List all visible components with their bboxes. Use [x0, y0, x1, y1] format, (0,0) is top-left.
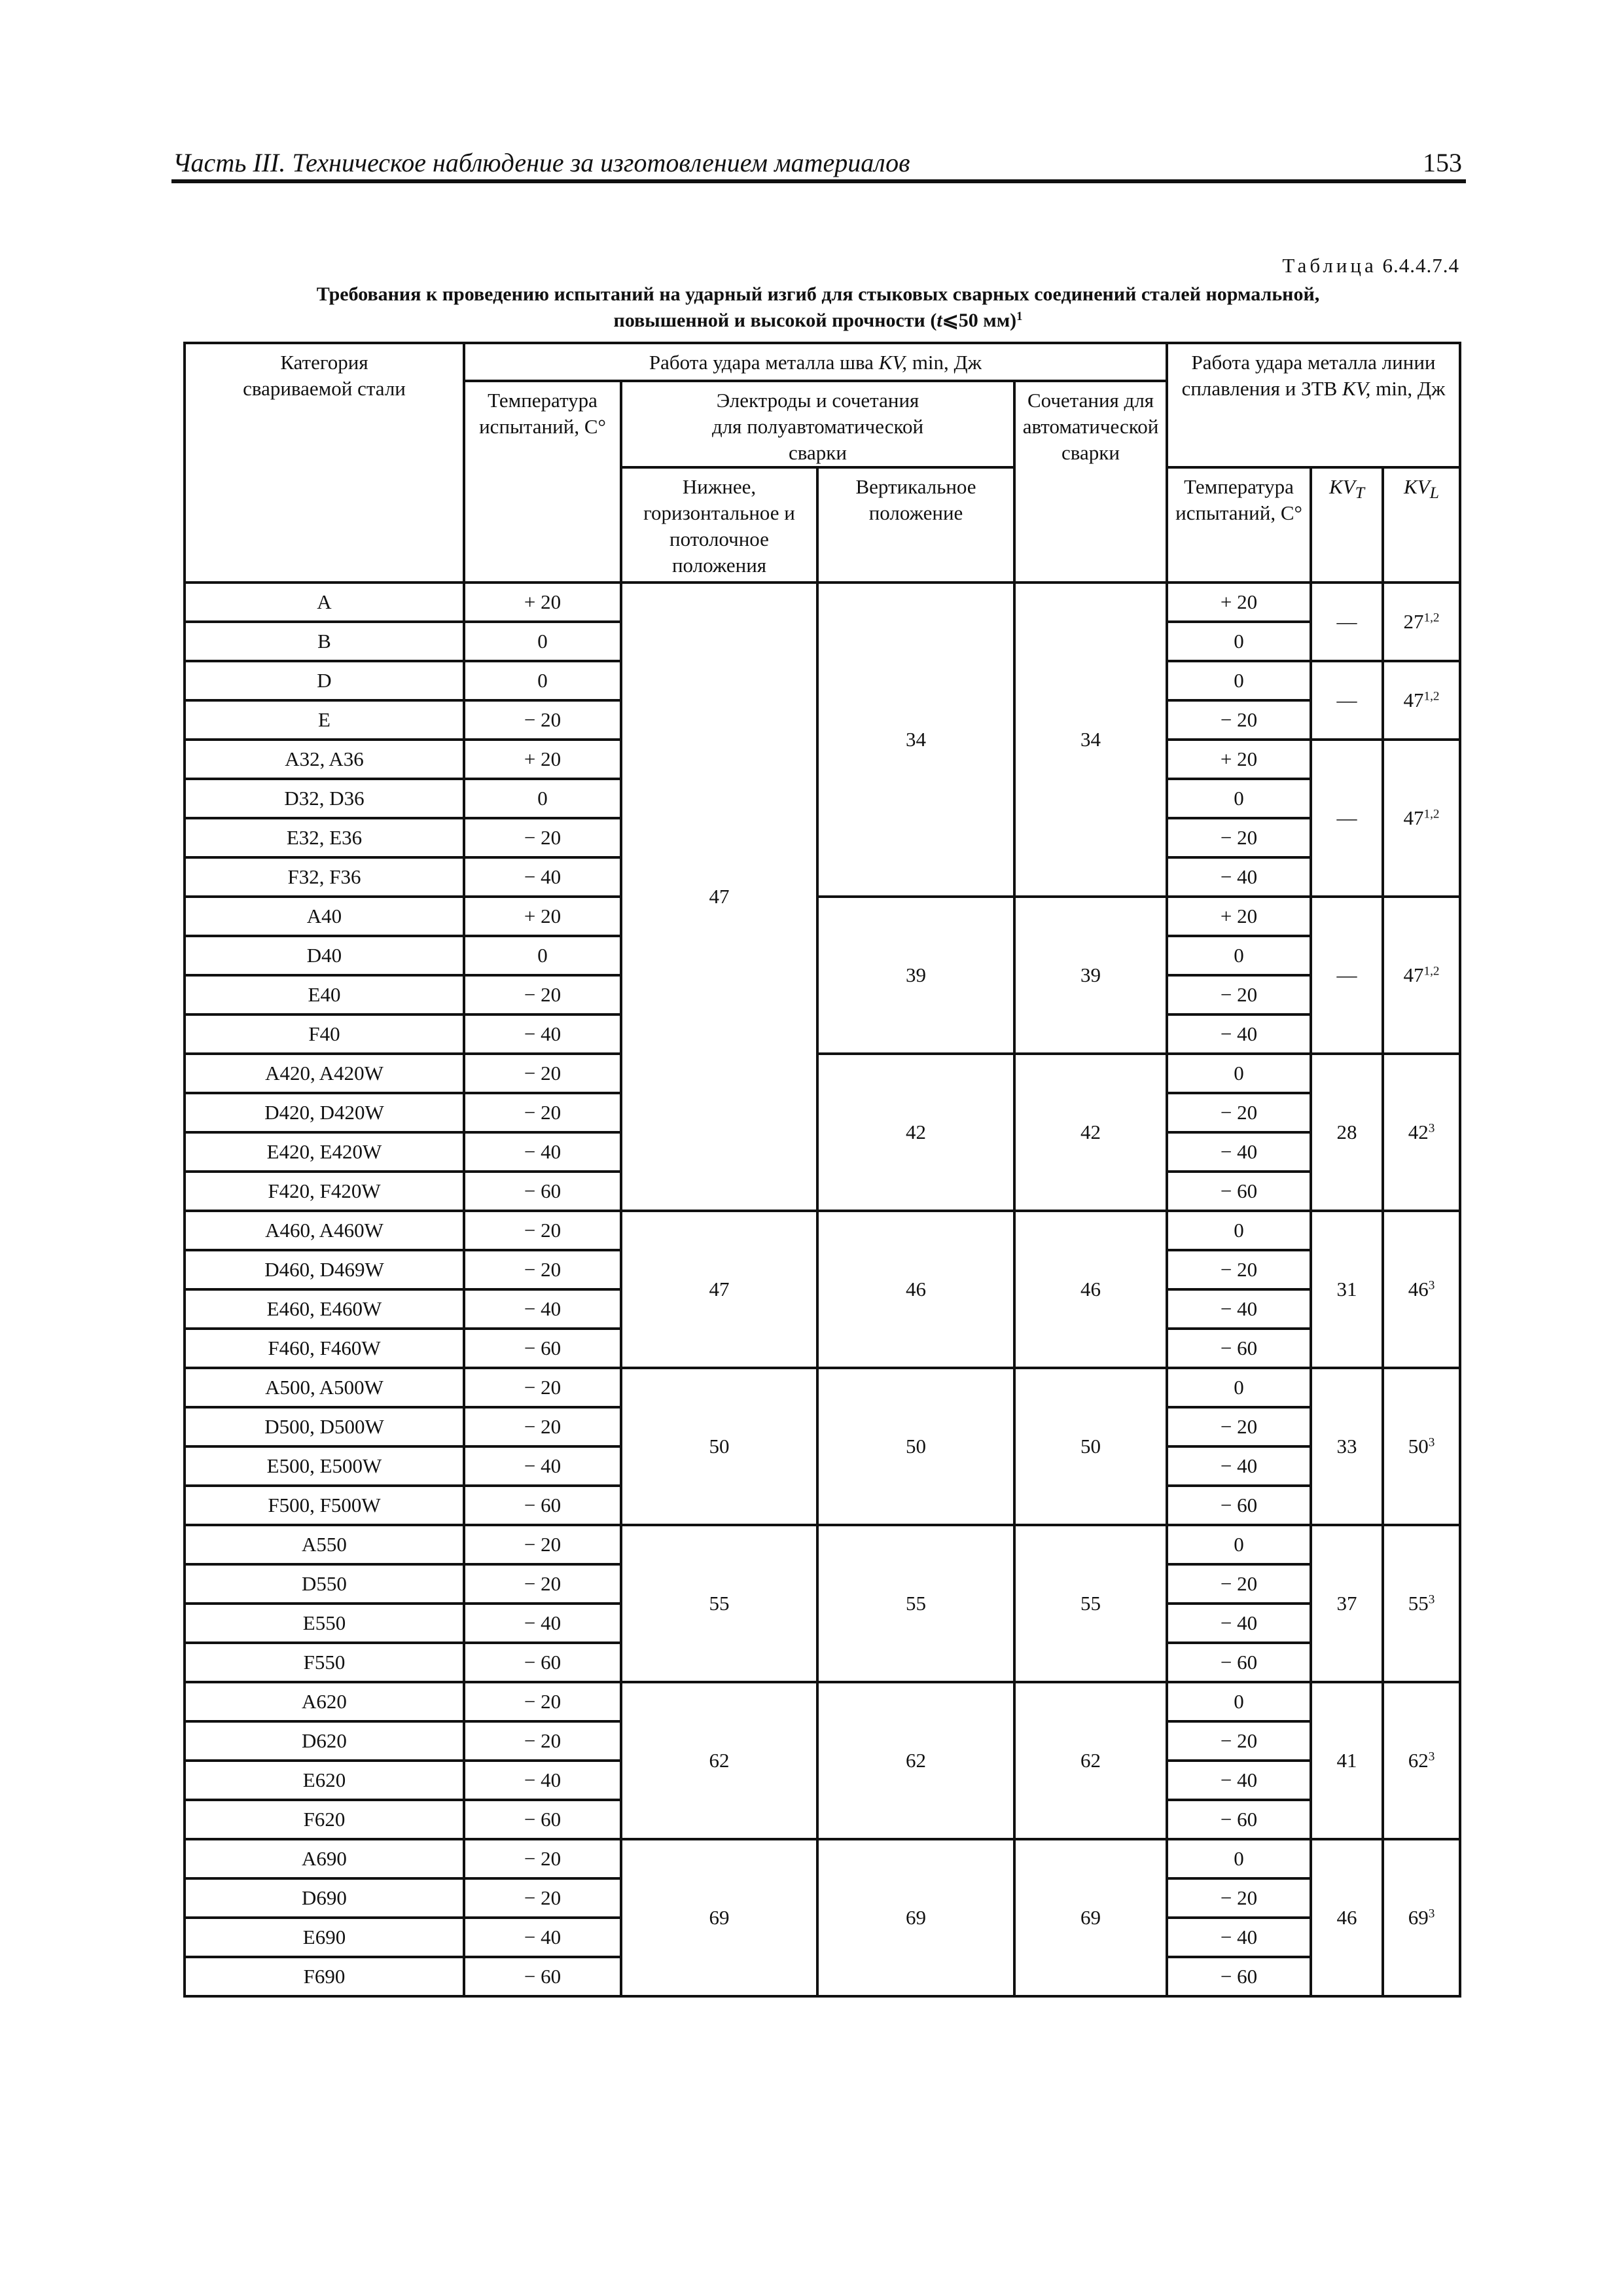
weld-test-temp-cell: − 20 [464, 818, 621, 857]
steel-category-cell: F32, F36 [185, 857, 464, 897]
weld-test-temp-cell: − 60 [464, 1643, 621, 1682]
weld-test-temp-cell: + 20 [464, 897, 621, 936]
auto-combination-value-cell: 55 [1014, 1525, 1167, 1682]
table-number [1282, 254, 1459, 278]
steel-category-cell: F550 [185, 1643, 464, 1682]
weld-test-temp-cell: − 20 [464, 1721, 621, 1761]
col-weld-group-post: min, Дж [907, 351, 982, 374]
col-kvt-main: KV [1329, 475, 1355, 498]
kvt-value-cell: 46 [1311, 1839, 1383, 1996]
steel-category-cell: D690 [185, 1878, 464, 1918]
table-title-line1: Требования к проведению испытаний на ударный изгиб для стыковых сварных соединений сталей нормальной, [316, 283, 1320, 305]
kvt-value-cell: — [1311, 897, 1383, 1054]
kvl-value: 62 [1408, 1749, 1429, 1772]
fusion-test-temp-cell: − 40 [1167, 1604, 1311, 1643]
col-fusion-group-kv: KV, [1342, 377, 1371, 400]
weld-test-temp-cell: − 60 [464, 1800, 621, 1839]
weld-test-temp-cell: − 20 [464, 1682, 621, 1721]
impact-test-table [183, 342, 1461, 1998]
lower-positions-value-cell: 47 [621, 583, 817, 1211]
running-title: Часть III. Техническое наблюдение за изготовлением материалов [173, 148, 910, 177]
col-auto-combinations: Сочетания для автоматической сварки [1014, 381, 1167, 583]
steel-category-cell: E690 [185, 1918, 464, 1957]
lower-positions-value-cell: 55 [621, 1525, 817, 1682]
page-number: 153 [1423, 148, 1462, 177]
kvl-value-cell [1383, 1211, 1460, 1368]
col-kvt [1311, 467, 1383, 583]
weld-test-temp-cell: 0 [464, 661, 621, 700]
fusion-test-temp-cell: − 20 [1167, 1407, 1311, 1446]
col-weld-group [464, 343, 1167, 381]
table-row [185, 1839, 1460, 1878]
fusion-test-temp-cell: − 20 [1167, 1564, 1311, 1604]
weld-test-temp-cell: − 20 [464, 1054, 621, 1093]
steel-category-cell: D32, D36 [185, 779, 464, 818]
weld-test-temp-cell: − 60 [464, 1329, 621, 1368]
kvl-value-cell [1383, 740, 1460, 897]
kvl-value-cell [1383, 1525, 1460, 1682]
kvl-value-cell [1383, 1368, 1460, 1525]
steel-category-cell: F460, F460W [185, 1329, 464, 1368]
table-row [185, 1054, 1460, 1093]
fusion-test-temp-cell: − 20 [1167, 1878, 1311, 1918]
steel-category-cell: E620 [185, 1761, 464, 1800]
fusion-test-temp-cell: + 20 [1167, 740, 1311, 779]
auto-combination-value-cell: 46 [1014, 1211, 1167, 1368]
kvl-footnote-ref: 3 [1428, 1121, 1435, 1136]
table-title-t: t [936, 310, 942, 331]
steel-category-cell: E40 [185, 975, 464, 1014]
kvl-value: 47 [1403, 806, 1424, 829]
kvt-value-cell: — [1311, 583, 1383, 661]
steel-category-cell: F690 [185, 1957, 464, 1996]
table-title-line2 [196, 308, 1440, 334]
weld-test-temp-cell: − 20 [464, 1564, 621, 1604]
steel-category-cell: A40 [185, 897, 464, 936]
col-fusion-group-post: min, Дж [1370, 377, 1446, 400]
steel-category-cell: A500, A500W [185, 1368, 464, 1407]
weld-test-temp-cell: − 60 [464, 1172, 621, 1211]
table-row [185, 1682, 1460, 1721]
weld-test-temp-cell: − 40 [464, 1918, 621, 1957]
steel-category-cell: D460, D469W [185, 1250, 464, 1289]
col-fusion-group-pre: Работа удара металла линии сплавления и ЗТВ [1181, 351, 1436, 400]
auto-combination-value-cell: 39 [1014, 897, 1167, 1054]
col-vertical-position: Вертикальное положение [817, 467, 1014, 583]
fusion-test-temp-cell: − 40 [1167, 1132, 1311, 1172]
weld-test-temp-cell: − 60 [464, 1486, 621, 1525]
kvl-value: 47 [1403, 963, 1424, 986]
fusion-test-temp-cell: − 40 [1167, 1014, 1311, 1054]
fusion-test-temp-cell: − 40 [1167, 1761, 1311, 1800]
fusion-test-temp-cell: − 20 [1167, 1721, 1311, 1761]
fusion-test-temp-cell: + 20 [1167, 897, 1311, 936]
fusion-test-temp-cell: − 60 [1167, 1486, 1311, 1525]
table-title-line2-start: повышенной и высокой прочности ( [613, 310, 937, 331]
fusion-test-temp-cell: − 60 [1167, 1957, 1311, 1996]
fusion-test-temp-cell: − 60 [1167, 1800, 1311, 1839]
fusion-test-temp-cell: 0 [1167, 779, 1311, 818]
kvl-footnote-ref: 1,2 [1423, 689, 1440, 704]
steel-category-cell: E550 [185, 1604, 464, 1643]
table-row [185, 583, 1460, 622]
kvl-footnote-ref: 3 [1428, 1907, 1435, 1921]
weld-test-temp-cell: − 20 [464, 1093, 621, 1132]
weld-test-temp-cell: − 20 [464, 1250, 621, 1289]
steel-category-cell: D420, D420W [185, 1093, 464, 1132]
steel-category-cell: B [185, 622, 464, 661]
fusion-test-temp-cell: 0 [1167, 1839, 1311, 1878]
weld-test-temp-cell: − 20 [464, 1368, 621, 1407]
kvl-value: 46 [1408, 1278, 1429, 1300]
weld-test-temp-cell: 0 [464, 779, 621, 818]
weld-test-temp-cell: + 20 [464, 583, 621, 622]
fusion-test-temp-cell: 0 [1167, 1368, 1311, 1407]
kvl-value: 47 [1403, 689, 1424, 711]
auto-combination-value-cell: 62 [1014, 1682, 1167, 1839]
vertical-position-value-cell: 46 [817, 1211, 1014, 1368]
kvt-value-cell: — [1311, 661, 1383, 740]
fusion-test-temp-cell: 0 [1167, 1054, 1311, 1093]
steel-category-cell: E32, E36 [185, 818, 464, 857]
steel-category-cell: E460, E460W [185, 1289, 464, 1329]
fusion-test-temp-cell: − 20 [1167, 1250, 1311, 1289]
kvl-footnote-ref: 1,2 [1423, 611, 1440, 625]
col-lower-positions: Нижнее, горизонтальное и потолочное положения [621, 467, 817, 583]
kvl-footnote-ref: 3 [1428, 1592, 1435, 1607]
kvl-footnote-ref: 3 [1428, 1435, 1435, 1450]
running-header [171, 140, 1466, 183]
col-kvt-sub: T [1355, 483, 1365, 503]
kvl-footnote-ref: 3 [1428, 1278, 1435, 1293]
col-weld-group-kv: KV, [878, 351, 908, 374]
fusion-test-temp-cell: − 40 [1167, 857, 1311, 897]
fusion-test-temp-cell: − 60 [1167, 1329, 1311, 1368]
weld-test-temp-cell: − 60 [464, 1957, 621, 1996]
col-electrodes-group: Электроды и сочетания для полуавтоматической сварки [621, 381, 1014, 467]
table-body [185, 583, 1460, 1996]
fusion-test-temp-cell: − 60 [1167, 1643, 1311, 1682]
kvt-value-cell: 31 [1311, 1211, 1383, 1368]
fusion-test-temp-cell: 0 [1167, 1525, 1311, 1564]
col-fusion-group [1167, 343, 1460, 467]
fusion-test-temp-cell: 0 [1167, 622, 1311, 661]
weld-test-temp-cell: − 20 [464, 1525, 621, 1564]
lower-positions-value-cell: 50 [621, 1368, 817, 1525]
fusion-test-temp-cell: − 20 [1167, 700, 1311, 740]
kvl-value-cell [1383, 661, 1460, 740]
weld-test-temp-cell: 0 [464, 936, 621, 975]
kvl-value: 27 [1403, 610, 1424, 633]
fusion-test-temp-cell: 0 [1167, 936, 1311, 975]
fusion-test-temp-cell: 0 [1167, 661, 1311, 700]
steel-category-cell: A460, A460W [185, 1211, 464, 1250]
table-row [185, 897, 1460, 936]
weld-test-temp-cell: − 20 [464, 1407, 621, 1446]
col-category: Категория свариваемой стали [185, 343, 464, 583]
steel-category-cell: E420, E420W [185, 1132, 464, 1172]
table-row [185, 1368, 1460, 1407]
auto-combination-value-cell: 69 [1014, 1839, 1167, 1996]
vertical-position-value-cell: 69 [817, 1839, 1014, 1996]
vertical-position-value-cell: 34 [817, 583, 1014, 897]
fusion-test-temp-cell: 0 [1167, 1682, 1311, 1721]
weld-test-temp-cell: 0 [464, 622, 621, 661]
vertical-position-value-cell: 42 [817, 1054, 1014, 1211]
steel-category-cell: A690 [185, 1839, 464, 1878]
vertical-position-value-cell: 62 [817, 1682, 1014, 1839]
steel-category-cell: E500, E500W [185, 1446, 464, 1486]
vertical-position-value-cell: 50 [817, 1368, 1014, 1525]
lower-positions-value-cell: 69 [621, 1839, 817, 1996]
weld-test-temp-cell: + 20 [464, 740, 621, 779]
steel-category-cell: F40 [185, 1014, 464, 1054]
weld-test-temp-cell: − 40 [464, 1446, 621, 1486]
kvl-footnote-ref: 1,2 [1423, 964, 1440, 978]
steel-category-cell: F500, F500W [185, 1486, 464, 1525]
kvl-value: 55 [1408, 1592, 1429, 1615]
kvl-value-cell [1383, 897, 1460, 1054]
fusion-test-temp-cell: − 20 [1167, 1093, 1311, 1132]
table-number-value: 6.4.4.7.4 [1382, 254, 1459, 277]
kvt-value-cell: 37 [1311, 1525, 1383, 1682]
weld-test-temp-cell: − 20 [464, 975, 621, 1014]
fusion-test-temp-cell: − 20 [1167, 975, 1311, 1014]
col-kvl [1383, 467, 1460, 583]
steel-category-cell: D40 [185, 936, 464, 975]
table-row [185, 1211, 1460, 1250]
kvl-footnote-ref: 1,2 [1423, 807, 1440, 821]
kvl-value-cell [1383, 1839, 1460, 1996]
kvl-value-cell [1383, 1054, 1460, 1211]
kvt-value-cell: — [1311, 740, 1383, 897]
col-kvl-main: KV [1404, 475, 1430, 498]
lower-positions-value-cell: 62 [621, 1682, 817, 1839]
weld-test-temp-cell: − 20 [464, 1878, 621, 1918]
fusion-test-temp-cell: − 40 [1167, 1289, 1311, 1329]
table-title-line2-rest: ⩽50 мм) [942, 310, 1017, 331]
col-kvl-sub: L [1429, 483, 1440, 503]
weld-test-temp-cell: − 40 [464, 1132, 621, 1172]
fusion-test-temp-cell: − 40 [1167, 1918, 1311, 1957]
weld-test-temp-cell: − 40 [464, 1604, 621, 1643]
kvl-value-cell [1383, 1682, 1460, 1839]
steel-category-cell: D [185, 661, 464, 700]
weld-test-temp-cell: − 40 [464, 1014, 621, 1054]
auto-combination-value-cell: 34 [1014, 583, 1167, 897]
weld-test-temp-cell: − 20 [464, 1211, 621, 1250]
table-row [185, 1525, 1460, 1564]
fusion-test-temp-cell: − 20 [1167, 818, 1311, 857]
vertical-position-value-cell: 55 [817, 1525, 1014, 1682]
steel-category-cell: E [185, 700, 464, 740]
weld-test-temp-cell: − 20 [464, 700, 621, 740]
steel-category-cell: A32, A36 [185, 740, 464, 779]
steel-category-cell: F620 [185, 1800, 464, 1839]
steel-category-cell: D500, D500W [185, 1407, 464, 1446]
weld-test-temp-cell: − 40 [464, 1289, 621, 1329]
lower-positions-value-cell: 47 [621, 1211, 817, 1368]
weld-test-temp-cell: − 40 [464, 1761, 621, 1800]
kvl-value: 42 [1408, 1121, 1429, 1143]
table-title [196, 281, 1440, 334]
steel-category-cell: F420, F420W [185, 1172, 464, 1211]
kvt-value-cell: 41 [1311, 1682, 1383, 1839]
fusion-test-temp-cell: + 20 [1167, 583, 1311, 622]
steel-category-cell: A420, A420W [185, 1054, 464, 1093]
kvt-value-cell: 28 [1311, 1054, 1383, 1211]
kvl-value: 50 [1408, 1435, 1429, 1458]
col-fusion-test-temp: Температура испытаний, С° [1167, 467, 1311, 583]
weld-test-temp-cell: − 20 [464, 1839, 621, 1878]
kvl-footnote-ref: 3 [1428, 1749, 1435, 1764]
table-title-footnote: 1 [1016, 309, 1023, 323]
fusion-test-temp-cell: − 60 [1167, 1172, 1311, 1211]
steel-category-cell: D620 [185, 1721, 464, 1761]
fusion-test-temp-cell: − 40 [1167, 1446, 1311, 1486]
weld-test-temp-cell: − 40 [464, 857, 621, 897]
kvt-value-cell: 33 [1311, 1368, 1383, 1525]
col-test-temp: Температура испытаний, С° [464, 381, 621, 583]
kvl-value-cell [1383, 583, 1460, 661]
steel-category-cell: A550 [185, 1525, 464, 1564]
fusion-test-temp-cell: 0 [1167, 1211, 1311, 1250]
steel-category-cell: A [185, 583, 464, 622]
vertical-position-value-cell: 39 [817, 897, 1014, 1054]
steel-category-cell: A620 [185, 1682, 464, 1721]
table-number-word: Таблица [1282, 254, 1377, 277]
auto-combination-value-cell: 42 [1014, 1054, 1167, 1211]
col-weld-group-pre: Работа удара металла шва [649, 351, 879, 374]
kvl-value: 69 [1408, 1906, 1429, 1929]
auto-combination-value-cell: 50 [1014, 1368, 1167, 1525]
steel-category-cell: D550 [185, 1564, 464, 1604]
